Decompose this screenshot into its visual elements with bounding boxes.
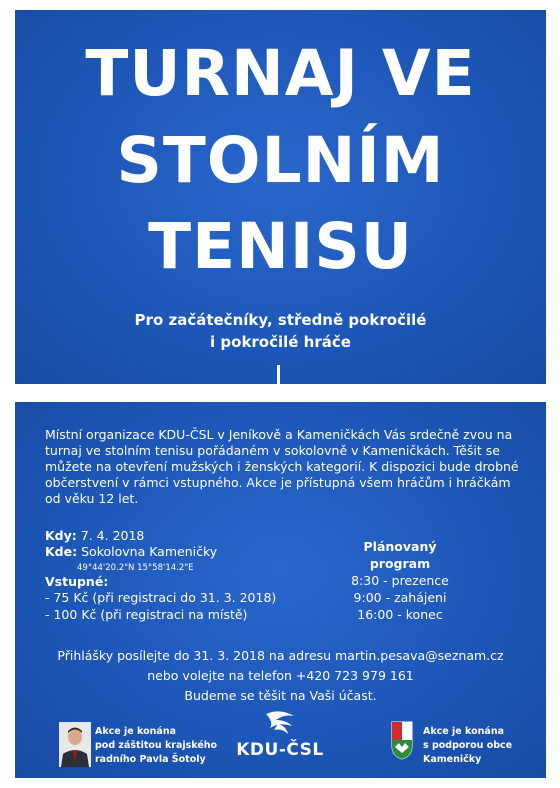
intro-text: Místní organizace KDU-ČSL v Jeníkově a Kameničkách Vás srdečně zvou na turnaj ve stolním tenisu pořádaném v sokolovně v Kameničkách. Těšit se můžete na otevření mužských i ženských kategorií. K dispozici bude drobné občerstvení v rámci vstupného. Akce je přístupná všem hráčům i hráčkám od věku 12 let.: [45, 427, 519, 506]
program-item-3: 16:00 - konec: [357, 607, 443, 622]
subtitle-line-1: Pro začátečníky, středně pokročilé: [134, 311, 427, 329]
fee-item-2: - 100 Kč (při registraci na místě): [45, 607, 248, 622]
footer-right-line-3: Kameničky: [423, 754, 482, 765]
title-line-1: TURNAJ VE: [85, 37, 476, 110]
footer-right-line-2: s podporou obce: [423, 740, 513, 751]
crest-icon: [391, 720, 413, 760]
subtitle-line-2: i pokročilé hráče: [210, 333, 351, 351]
info-panel: [15, 402, 546, 778]
title-panel: [15, 10, 546, 384]
contact-line-2: nebo volejte na telefon +420 723 979 161: [147, 668, 414, 683]
net-line-horizontal: [0, 392, 560, 395]
contact-block: [15, 646, 546, 706]
program-item-2: 9:00 - zahájeni: [353, 590, 447, 605]
portrait-photo: [59, 722, 91, 767]
footer-left-line-1: Akce je konána: [95, 726, 176, 737]
when-value: 7. 4. 2018: [80, 528, 145, 543]
where-value: Sokolovna Kameničky: [81, 544, 218, 559]
program-block: [335, 538, 465, 623]
program-title: Plánovaný program: [363, 539, 437, 571]
when-label: Kdy:: [45, 528, 77, 543]
title-line-2: STOLNÍM: [116, 124, 445, 197]
footer-right-text: [423, 725, 512, 767]
contact-line-1: Přihlášky posílejte do 31. 3. 2018 na adresu martin.pesava@seznam.cz: [57, 648, 504, 663]
logo-text: KDU-ČSL: [236, 740, 324, 760]
program-item-1: 8:30 - prezence: [351, 573, 449, 588]
when-row: [45, 528, 144, 544]
where-row: [45, 544, 217, 560]
where-label: Kde:: [45, 544, 78, 559]
footer-left-line-3: radního Pavla Šotoly: [95, 754, 206, 765]
footer-left-text: [95, 725, 217, 767]
fee-item-1: - 75 Kč (při registraci do 31. 3. 2018): [45, 590, 277, 605]
fee-label: [45, 574, 108, 590]
footer-left-line-2: pod záštitou krajského: [95, 740, 218, 751]
logo-symbol-icon: [260, 710, 300, 736]
title-line-3: TENISU: [148, 210, 413, 283]
fee-label-text: Vstupné:: [45, 574, 109, 589]
kdu-csl-logo: [235, 710, 325, 760]
contact-line-3: Budeme se těšit na Vaši účast.: [184, 688, 377, 703]
footer-right-line-1: Akce je konána: [423, 726, 504, 737]
coordinates: 49°44'20.2"N 15°58'14.2"E: [77, 563, 194, 573]
